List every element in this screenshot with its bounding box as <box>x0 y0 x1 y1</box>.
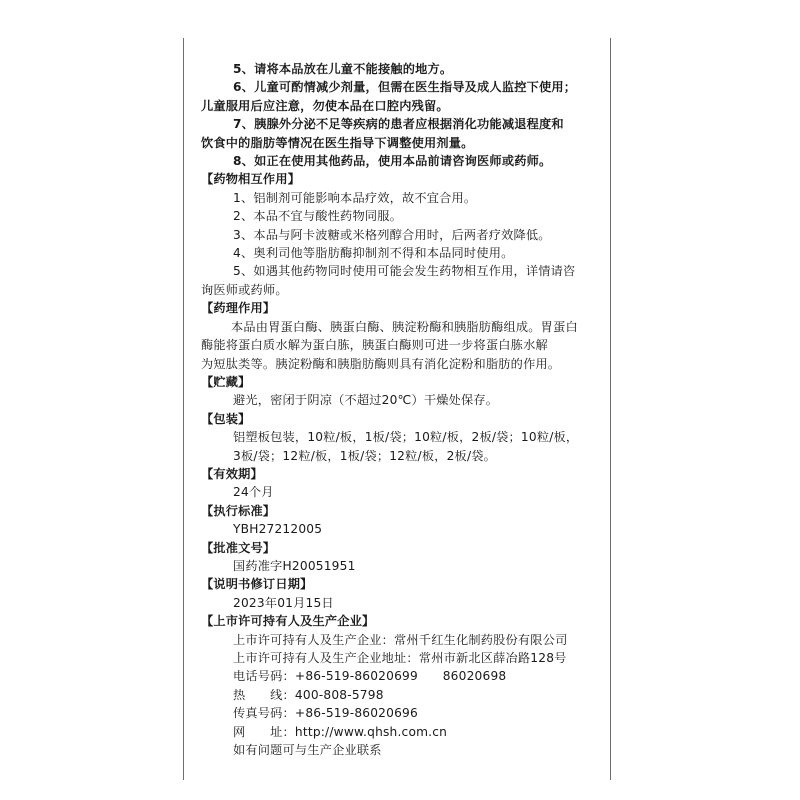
validity-heading: 【有效期】 <box>201 466 263 481</box>
standard-heading: 【执行标准】 <box>201 503 276 518</box>
precaution-item-6-cont: 儿童服用后应注意，勿使本品在口腔内残留。 <box>201 98 449 113</box>
pharmacology-line-2: 酶能将蛋白质水解为蛋白胨，胰蛋白酶则可进一步将蛋白胨水解 <box>201 338 548 353</box>
interaction-item-5-cont: 询医师或药师。 <box>201 282 288 297</box>
packaging-heading: 【包装】 <box>201 411 251 426</box>
precaution-item-7: 7、胰腺外分泌不足等疾病的患者应根据消化功能减退程度和 <box>233 117 564 132</box>
mah-company: 上市许可持有人及生产企业：常州千红生化制药股份有限公司 <box>233 632 568 647</box>
packaging-line-2: 3板/袋；12粒/板，1板/袋；12粒/板，2板/袋。 <box>233 448 497 463</box>
precaution-item-5: 5、请将本品放在儿童不能接触的地方。 <box>233 62 453 76</box>
interaction-item-1: 1、铝制剂可能影响本品疗效，故不宜合用。 <box>233 190 477 205</box>
mah-address: 上市许可持有人及生产企业地址：常州市新北区薛冶路128号 <box>233 651 567 665</box>
interaction-item-3: 3、本品与阿卡波糖或米格列醇合用时，后两者疗效降低。 <box>233 227 551 242</box>
packaging-line-1: 铝塑板包装，10粒/板，1板/袋；10粒/板，2板/袋；10粒/板， <box>233 430 579 445</box>
revision-text: 2023年01月15日 <box>233 595 334 610</box>
interactions-list <box>201 189 611 299</box>
interaction-item-4: 4、奥利司他等脂肪酶抑制剂不得和本品同时使用。 <box>233 246 514 261</box>
pharmacology-line-3: 为短肽类等。胰淀粉酶和胰脂肪酶则具有消化淀粉和脂肪的作用。 <box>201 356 561 371</box>
mah-contact-note: 如有问题可与生产企业联系 <box>233 743 382 758</box>
approval-text: 国药准字H20051951 <box>233 558 356 573</box>
mah-details <box>201 631 611 760</box>
pharmacology-line-1: 本品由胃蛋白酶、胰蛋白酶、胰淀粉酶和胰脂肪酶组成。胃蛋白 <box>231 319 578 334</box>
precaution-item-6: 6、儿童可酌情减少剂量，但需在医生指导及成人监控下使用； <box>233 80 577 95</box>
interaction-item-2: 2、本品不宜与酸性药物同服。 <box>233 209 402 224</box>
precaution-item-8: 8、如正在使用其他药品，使用本品前请咨询医师或药师。 <box>233 154 552 169</box>
mah-fax: 传真号码：+86-519-86020696 <box>233 706 418 721</box>
mah-phone: 电话号码：+86-519-86020699 86020698 <box>233 669 507 684</box>
precautions-section <box>201 60 611 170</box>
interaction-item-5: 5、如遇其他药物同时使用可能会发生药物相互作用，详情请咨 <box>233 264 576 279</box>
mah-website: 网 址：http://www.qhsh.com.cn <box>233 724 448 739</box>
mah-heading: 【上市许可持有人及生产企业】 <box>201 614 375 629</box>
revision-heading: 【说明书修订日期】 <box>201 577 313 592</box>
pharmacology-body <box>201 318 611 373</box>
approval-heading: 【批准文号】 <box>201 540 276 555</box>
precaution-item-7-cont: 饮食中的脂肪等情况在医生指导下调整使用剂量。 <box>201 135 474 150</box>
leaflet-text <box>201 60 611 759</box>
validity-text: 24个月 <box>233 485 274 500</box>
pharmacology-heading: 【药理作用】 <box>201 301 276 316</box>
standard-text: YBH27212005 <box>233 522 323 537</box>
storage-text: 避光，密闭于阴凉（不超过20℃）干燥处保存。 <box>233 393 499 408</box>
interactions-heading: 【药物相互作用】 <box>201 172 301 187</box>
mah-hotline: 热 线：400-808-5798 <box>233 687 384 702</box>
storage-heading: 【贮藏】 <box>201 374 251 389</box>
